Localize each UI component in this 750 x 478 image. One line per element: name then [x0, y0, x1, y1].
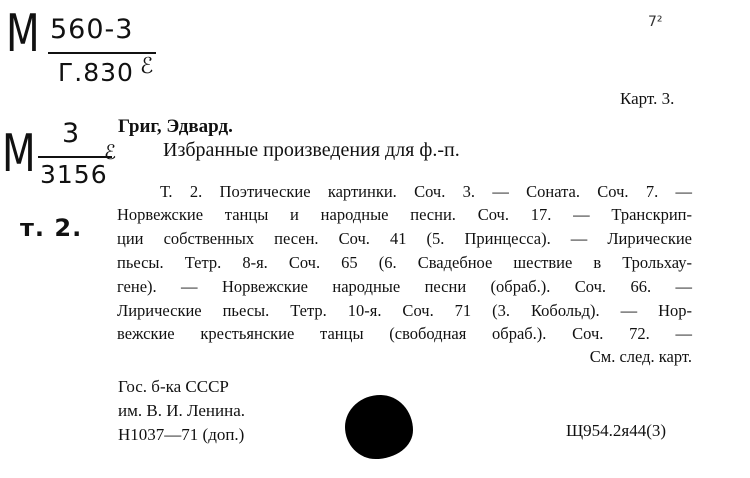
author-heading: Григ, Эдвард.	[118, 116, 233, 137]
shelfmark-top-letter: М	[6, 4, 40, 64]
contents-line: гене). — Норвежские народные песни (обраб.). Соч. 66. —	[117, 277, 692, 296]
contents-line: вежские крестьянские танцы (свободная обраб.). Соч. 72. —	[117, 324, 692, 343]
shelfmark-top-mark: ℰ	[140, 54, 155, 79]
see-next-card: См. след. карт.	[589, 347, 692, 366]
shelfmark-second-denominator: 3156	[40, 160, 108, 189]
contents-line: ции собственных песен. Соч. 41 (5. Принцесса). — Лирические	[117, 229, 692, 248]
shelfmark-second-letter: М	[2, 124, 36, 184]
shelfmark-second-numerator: 3	[62, 118, 81, 149]
ink-blot	[345, 395, 413, 459]
volume-mark: т. 2.	[20, 214, 83, 242]
shelfmark-second-fraction-line	[38, 156, 112, 158]
shelfmark-top-numerator: 560-3	[50, 14, 134, 45]
contents-line: Лирические пьесы. Тетр. 10-я. Соч. 71 (3. Кобольд). — Нор-	[117, 301, 692, 320]
shelfmark-top-denominator: Г.830	[58, 58, 134, 87]
contents-line: Норвежские танцы и народные песни. Соч. 17. — Транскрип-	[117, 205, 692, 224]
contents-line: Т. 2. Поэтические картинки. Соч. 3. — Соната. Соч. 7. —	[160, 182, 692, 201]
shelfmark-second-mark: ℰ	[104, 140, 118, 164]
corner-mark: 7²	[648, 14, 663, 30]
classification-code: Щ954.2я44(3)	[566, 421, 667, 440]
contents-line: пьесы. Тетр. 8-я. Соч. 65 (6. Свадебное шествие в Трольхау-	[117, 253, 692, 272]
work-title: Избранные произведения для ф.-п.	[163, 139, 460, 161]
library-name-line-2: им. В. И. Ленина.	[118, 401, 246, 420]
card-order-number: Н1037—71 (доп.)	[118, 425, 245, 444]
card-number: Карт. 3.	[620, 89, 675, 108]
library-name: Гос. б-ка СССР	[118, 377, 229, 396]
